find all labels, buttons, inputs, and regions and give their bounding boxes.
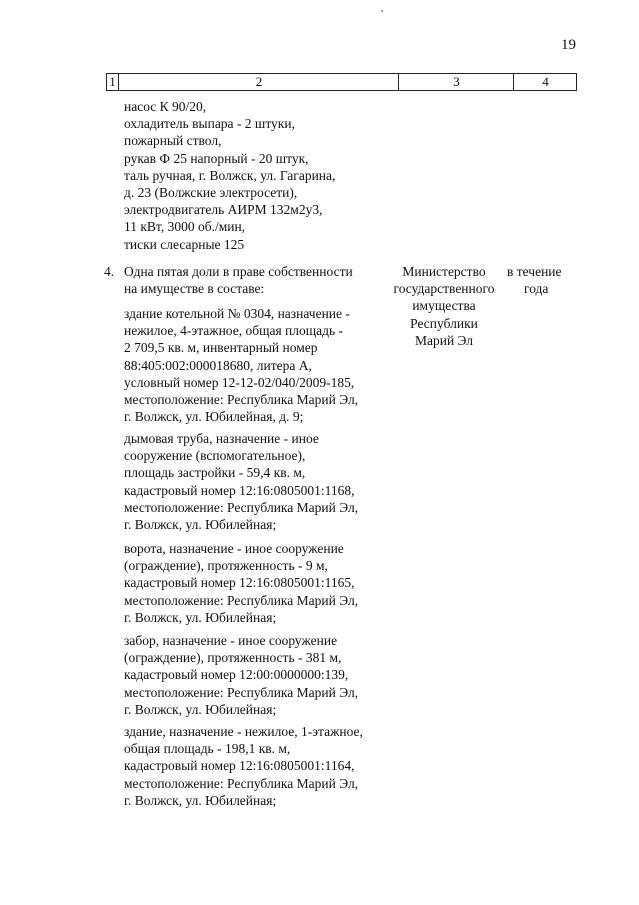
sub-item-building [124, 723, 386, 809]
item-intro-line: Одна пятая доли в праве собственности [124, 264, 353, 279]
sub-item-line: здание котельной № 0304, назначение - [124, 306, 350, 321]
deadline-line: года [524, 281, 549, 297]
deadline-line: в течение [507, 264, 562, 279]
sub-item-line: г. Волжск, ул. Юбилейная, д. 9; [124, 409, 304, 425]
continuation-list [124, 98, 384, 253]
item-number: 4. [104, 264, 115, 279]
sub-item-line: местоположение: Республика Марий Эл, [124, 684, 359, 700]
table-header-col-3: 3 [398, 74, 514, 90]
sub-item-line: кадастровый номер 12:16:0805001:1168, [124, 482, 355, 498]
responsible-line: Министерство [402, 264, 486, 279]
continuation-line: таль ручная, г. Волжск, ул. Гагарина, [124, 167, 336, 183]
continuation-line: 11 кВт, 3000 об./мин, [124, 219, 246, 235]
sub-item-line: местоположение: Республика Марий Эл, [124, 392, 359, 408]
item-intro [124, 263, 386, 297]
continuation-line: электродвигатель АИРМ 132м2у3, [124, 202, 323, 218]
sub-item-line: нежилое, 4-этажное, общая площадь - [124, 323, 344, 339]
sub-item-line: 88:405:002:000018680, литера А, [124, 357, 312, 373]
sub-item-line: г. Волжск, ул. Юбилейная; [124, 701, 277, 717]
responsible-line: Марий Эл [414, 332, 474, 348]
continuation-line: тиски слесарные 125 [124, 236, 245, 252]
continuation-line: насос К 90/20, [124, 99, 207, 114]
sub-item-line: кадастровый номер 12:16:0805001:1164, [124, 758, 355, 774]
sub-item-line: ворота, назначение - иное сооружение [124, 541, 344, 556]
sub-item-line: местоположение: Республика Марий Эл, [124, 775, 359, 791]
sub-item-line: кадастровый номер 12:00:0000000:139, [124, 667, 349, 683]
sub-item-line: кадастровый номер 12:16:0805001:1165, [124, 575, 355, 591]
sub-item-line: (ограждение), протяженность - 381 м, [124, 650, 342, 666]
sub-item-gate [124, 540, 384, 626]
responsible-line: Республики [410, 315, 478, 331]
continuation-line: пожарный ствол, [124, 133, 222, 149]
responsible-line: государственного [393, 281, 495, 297]
scan-speck [381, 10, 383, 12]
sub-item-chimney [124, 430, 384, 533]
sub-item-line: общая площадь - 198,1 кв. м, [124, 741, 291, 757]
sub-item-line: местоположение: Республика Марий Эл, [124, 499, 359, 515]
continuation-line: рукав Ф 25 напорный - 20 штук, [124, 150, 309, 166]
sub-item-line: дымовая труба, назначение - иное [124, 431, 319, 446]
sub-item-fence [124, 632, 384, 718]
sub-item-line: г. Волжск, ул. Юбилейная; [124, 517, 277, 533]
sub-item-boiler-building [124, 305, 384, 425]
table-header-col-2: 2 [118, 74, 399, 90]
deadline [507, 263, 574, 297]
sub-item-line: условный номер 12-12-02/040/2009-185, [124, 374, 355, 390]
table-header-col-1: 1 [109, 74, 116, 89]
sub-item-line: площадь застройки - 59,4 кв. м, [124, 465, 306, 481]
sub-item-line: г. Волжск, ул. Юбилейная; [124, 609, 277, 625]
responsible-line: имущества [412, 298, 476, 314]
sub-item-line: здание, назначение - нежилое, 1-этажное, [124, 724, 363, 739]
table-header-col-4: 4 [513, 74, 577, 90]
sub-item-line: (ограждение), протяженность - 9 м, [124, 558, 328, 574]
continuation-line: д. 23 (Волжские электросети), [124, 185, 298, 201]
sub-item-line: сооружение (вспомогательное), [124, 448, 306, 464]
page-number: 19 [561, 37, 576, 53]
sub-item-line: местоположение: Республика Марий Эл, [124, 592, 359, 608]
sub-item-line: г. Волжск, ул. Юбилейная; [124, 792, 277, 808]
item-intro-line: на имуществе в составе: [124, 281, 265, 297]
sub-item-line: забор, назначение - иное сооружение [124, 633, 338, 648]
responsible-party [392, 263, 496, 349]
sub-item-line: 2 709,5 кв. м, инвентарный номер [124, 340, 318, 356]
continuation-line: охладитель выпара - 2 штуки, [124, 116, 295, 132]
table-header-row [106, 73, 577, 91]
